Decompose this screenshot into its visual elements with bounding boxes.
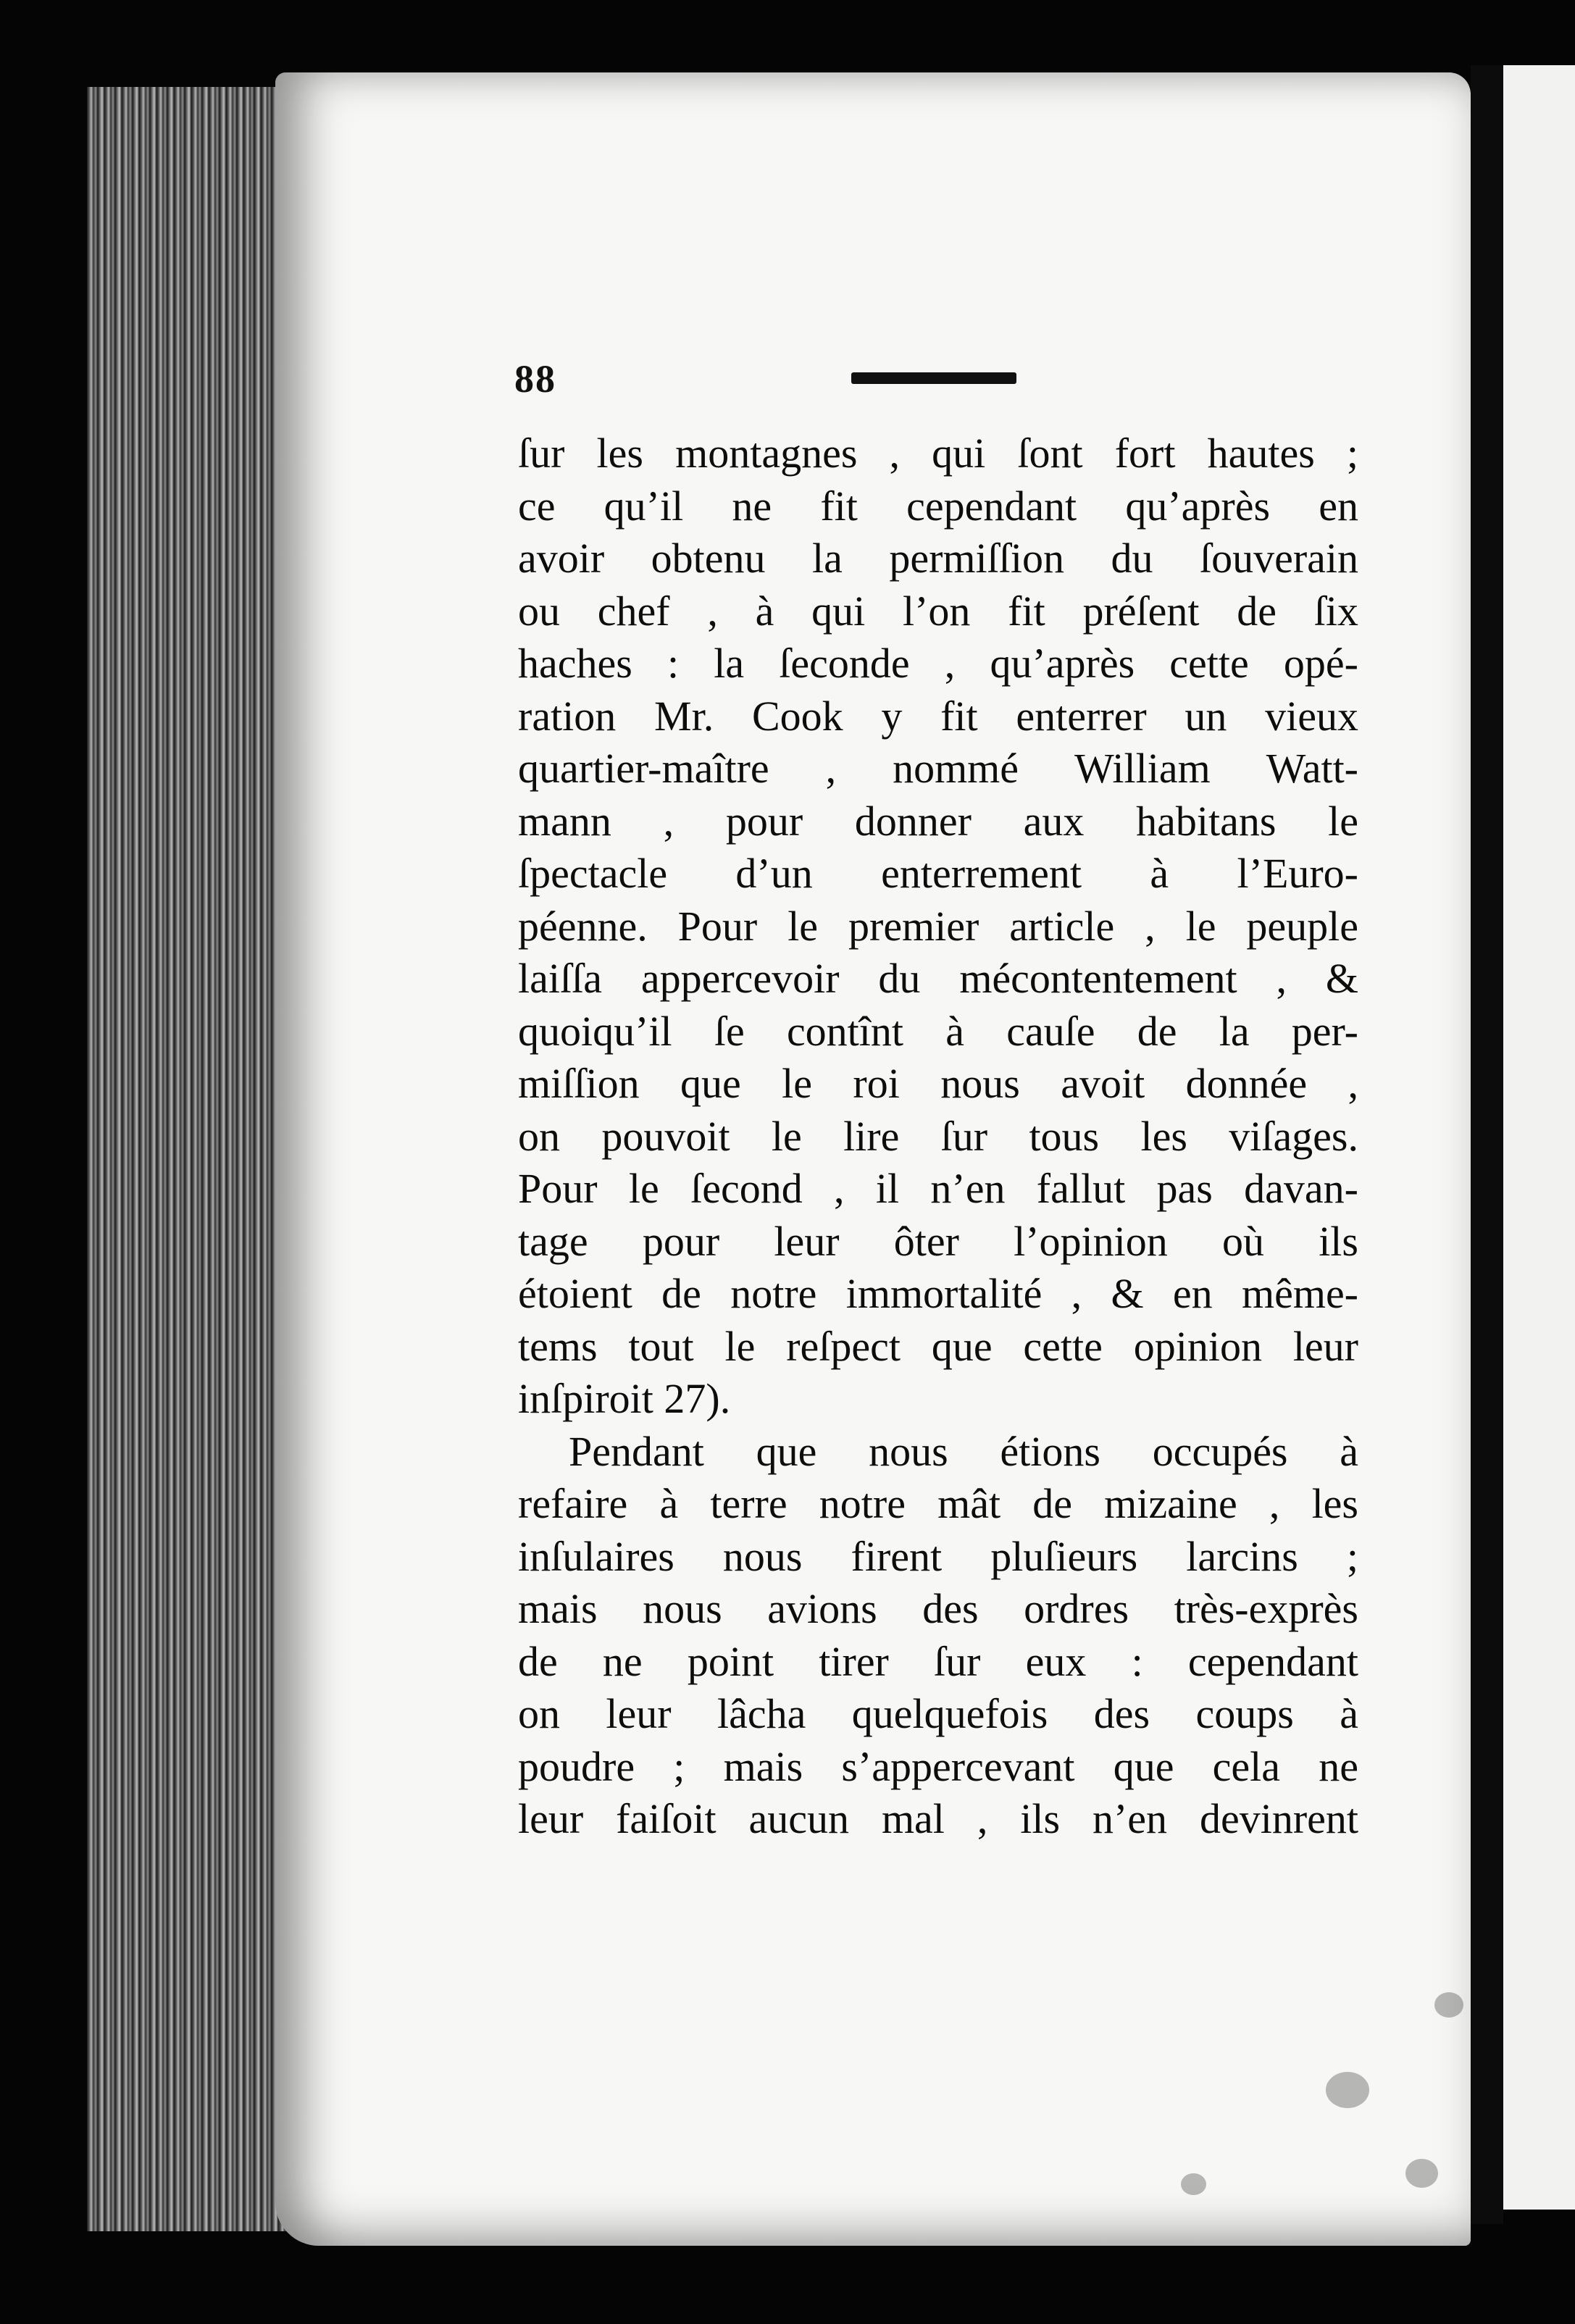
text-line: inſpiroit 27). — [518, 1375, 731, 1422]
text-line: quartier-maître , nommé William Watt- — [518, 745, 1358, 792]
foxing-spot — [1405, 2159, 1438, 2188]
text-line: miſſion que le roi nous avoit donnée , — [518, 1060, 1358, 1107]
text-line: tage pour leur ôter l’opinion où ils — [518, 1217, 1358, 1265]
book-gutter-shadow — [1471, 65, 1503, 2224]
text-line: mais nous avions des ordres très-exprès — [518, 1585, 1358, 1632]
text-line: de ne point tirer ſur eux : cependant — [518, 1637, 1358, 1685]
text-line: mann , pour donner aux habitans le — [518, 797, 1358, 845]
text-line: ſpectacle d’un enterrement à l’Euro- — [518, 850, 1358, 897]
text-line: étoient de notre immortalité , & en même- — [518, 1270, 1358, 1317]
paragraph-start-line: Pendant que nous étions occupés à — [569, 1427, 1358, 1475]
text-line: inſulaires nous firent pluſieurs larcins ; — [518, 1532, 1358, 1580]
foxing-spot — [1181, 2173, 1206, 2195]
foxing-spot — [1434, 1992, 1463, 2018]
text-line: refaire à terre notre mât de mizaine , les — [518, 1480, 1358, 1527]
text-line: tems tout le reſpect que cette opinion leur — [518, 1322, 1358, 1370]
running-head — [514, 356, 1022, 400]
foxing-spot — [1326, 2072, 1369, 2108]
text-line: quoiqu’il ſe contînt à cauſe de la per- — [518, 1007, 1358, 1055]
text-line: leur faiſoit aucun mal , ils n’en devinrent — [518, 1795, 1358, 1842]
page-number: 88 — [514, 357, 556, 401]
book-page-edges — [87, 87, 304, 2231]
text-line: laiſſa appercevoir du mécontentement , & — [518, 955, 1358, 1002]
text-line: avoir obtenu la permiſſion du ſouverain — [518, 535, 1358, 582]
text-line: haches : la ſeconde , qu’après cette opé- — [518, 640, 1358, 687]
ornamental-rule — [851, 372, 1016, 384]
text-line: péenne. Pour le premier article , le peuple — [518, 902, 1358, 950]
body-text — [518, 427, 1358, 1846]
text-line: ce qu’il ne fit cependant qu’après en — [518, 482, 1358, 530]
text-line: on leur lâcha quelquefois des coups à — [518, 1690, 1358, 1737]
text-line: ration Mr. Cook y fit enterrer un vieux — [518, 692, 1358, 740]
text-line: poudre ; mais s’appercevant que cela ne — [518, 1742, 1358, 1790]
text-line: on pouvoit le lire ſur tous les viſages. — [518, 1112, 1358, 1160]
text-line: ſur les montagnes , qui ſont fort hautes ; — [518, 430, 1358, 477]
text-line: ou chef , à qui l’on fit préſent de ſix — [518, 587, 1358, 635]
text-line: Pour le ſecond , il n’en fallut pas davan- — [518, 1165, 1358, 1212]
facing-page-edge — [1503, 65, 1575, 2210]
